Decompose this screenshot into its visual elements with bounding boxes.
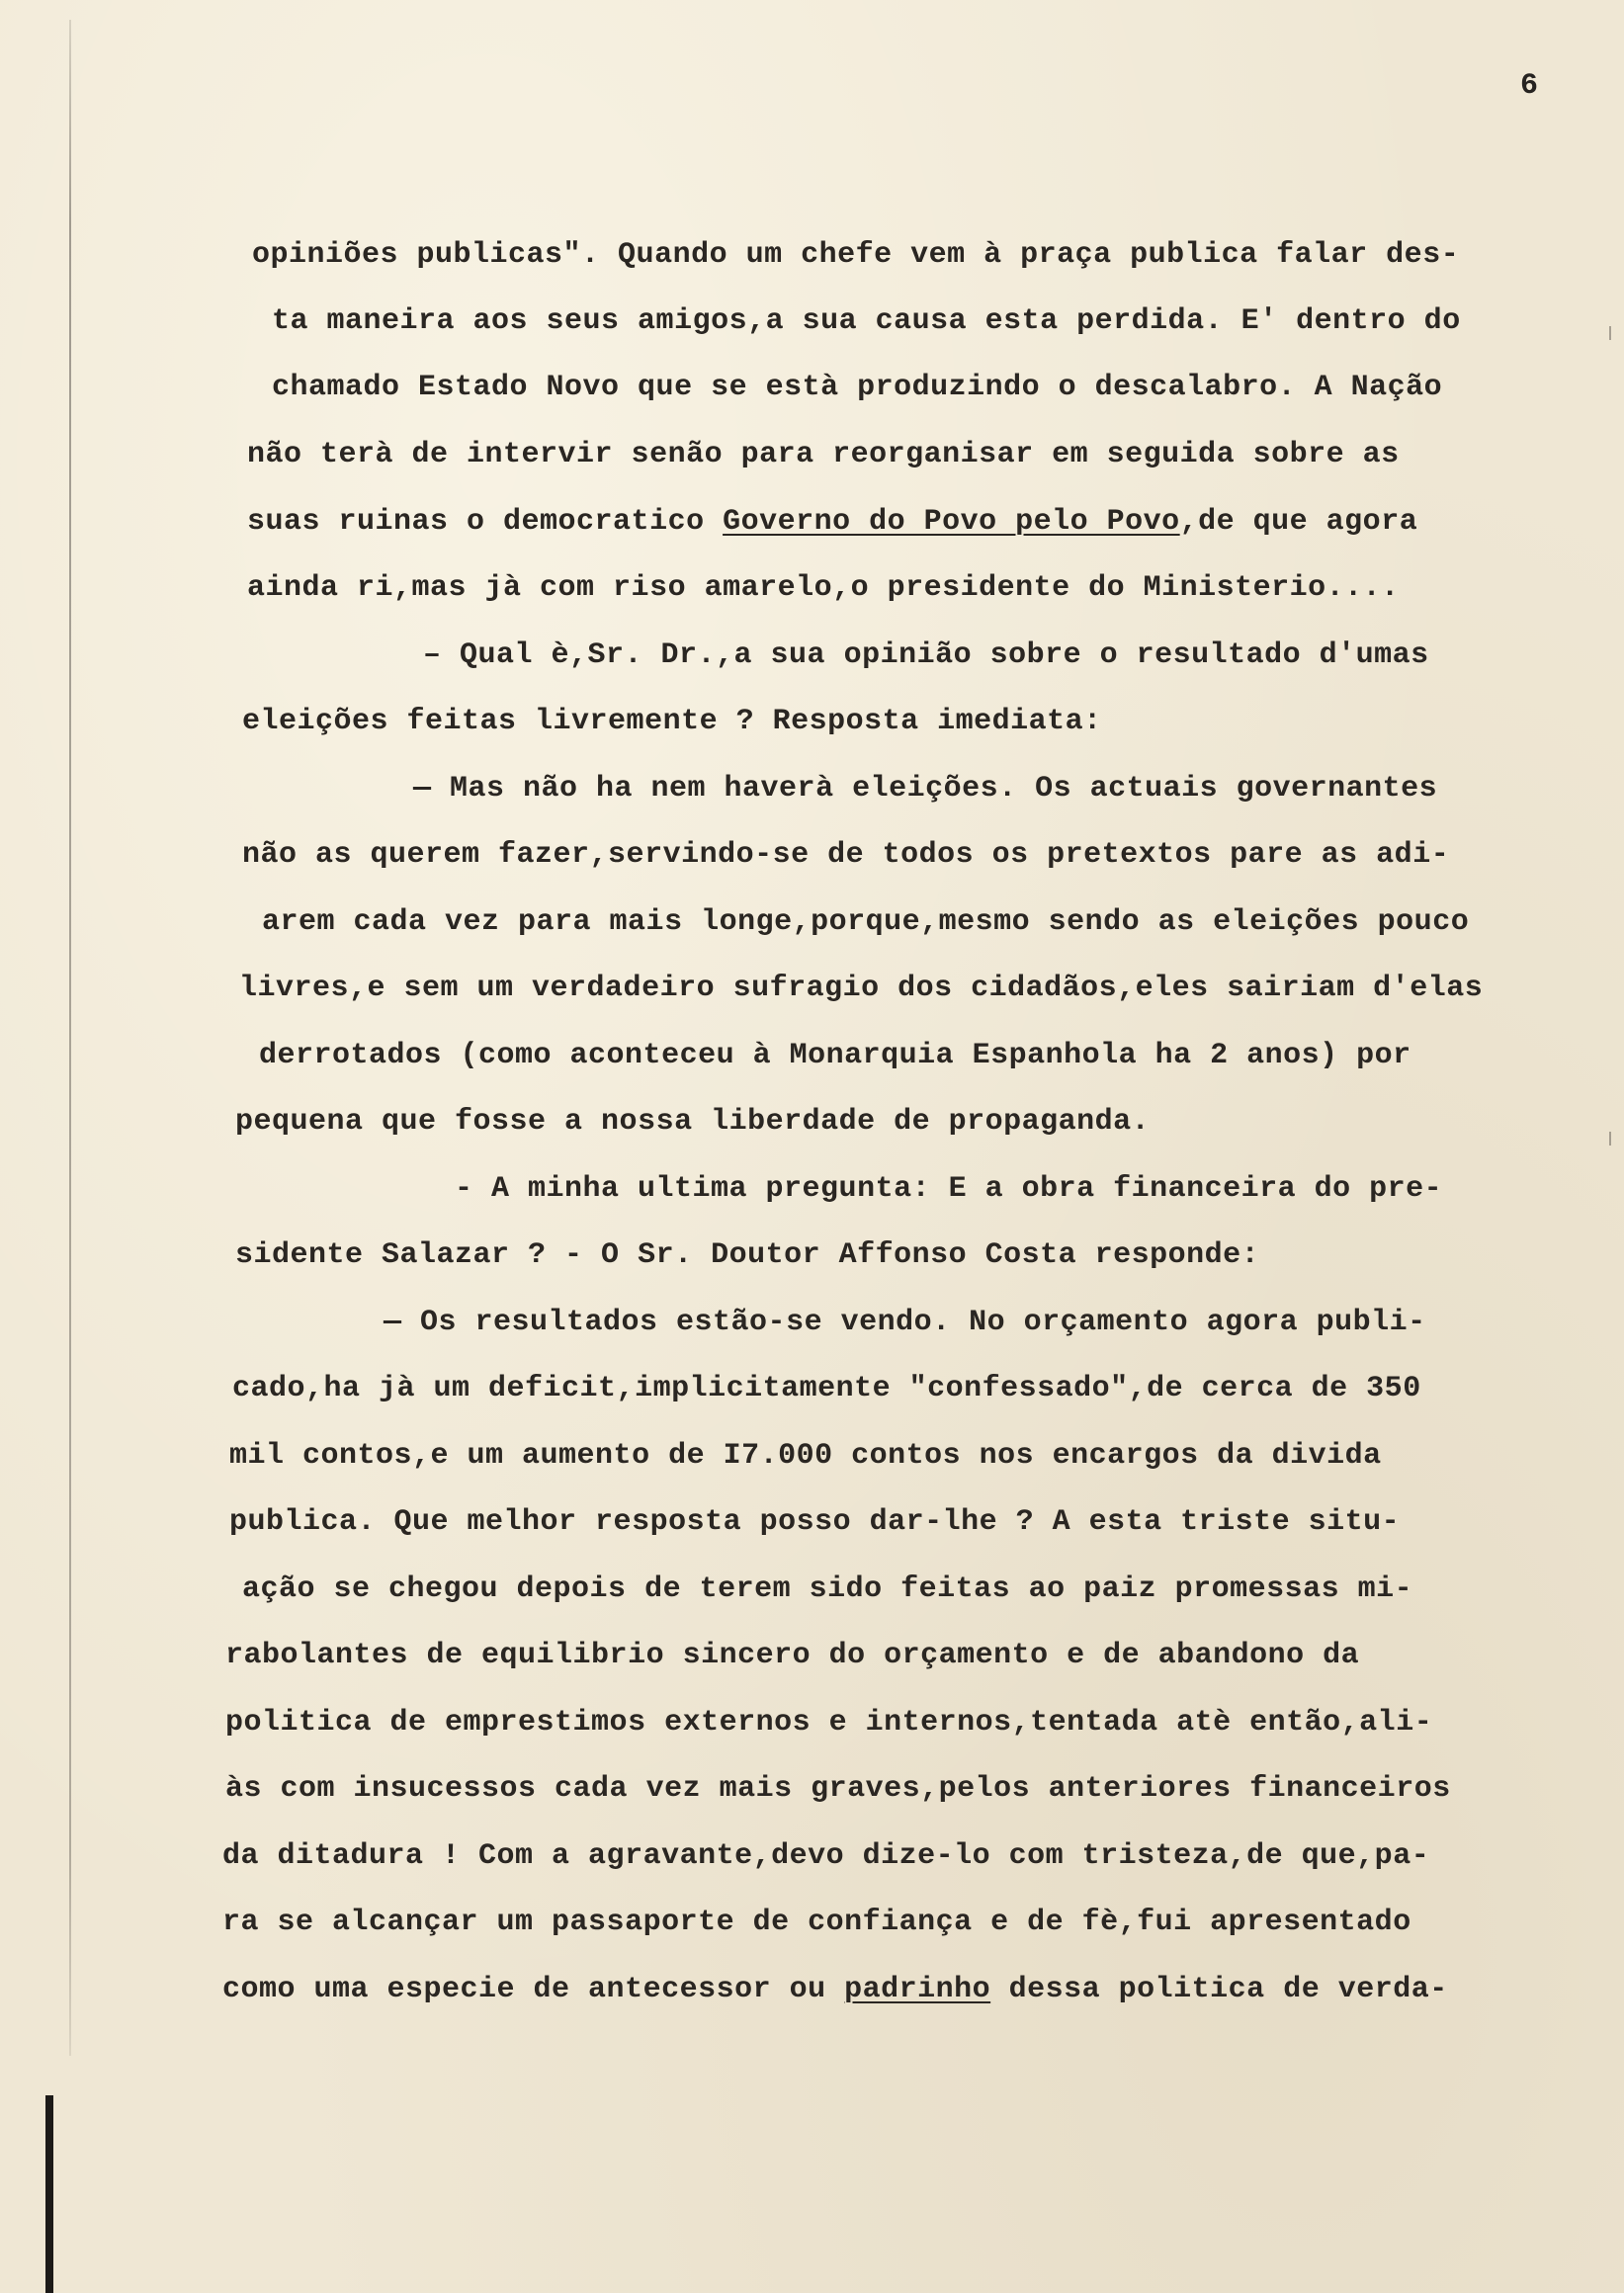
binding-edge: [69, 20, 71, 2056]
line-segment: ainda ri,mas jà com riso amarelo,o presidente do Ministerio....: [247, 571, 1400, 605]
line-segment: não as querem fazer,servindo-se de todos os pretextos pare as adi-: [242, 838, 1450, 872]
page-number: 6: [1520, 69, 1539, 103]
binding-mark: [45, 2095, 53, 2293]
margin-tick: [1609, 326, 1611, 340]
underlined-phrase: padrinho: [844, 1973, 991, 2006]
text-line: [423, 636, 1429, 675]
line-segment: pequena que fosse a nossa liberdade de propaganda.: [235, 1105, 1151, 1139]
line-segment: sidente Salazar ? - O Sr. Doutor Affonso Costa responde:: [235, 1238, 1260, 1272]
line-segment: – Qual è,Sr. Dr.,a sua opinião sobre o resultado d'umas: [423, 638, 1429, 672]
line-segment: opiniões publicas". Quando um chefe vem à praça publica falar des-: [252, 238, 1460, 272]
line-segment: ação se chegou depois de terem sido feitas ao paiz promessas mi-: [242, 1572, 1413, 1606]
line-segment: chamado Estado Novo que se està produzindo o descalabro. A Nação: [272, 371, 1443, 404]
line-segment: rabolantes de equilibrio sincero do orçamento e de abandono da: [225, 1639, 1360, 1672]
line-segment: da ditadura ! Com a agravante,devo dize-lo com tristeza,de que,pa-: [222, 1839, 1430, 1873]
line-segment: — Mas não ha nem haverà eleições. Os actuais governantes: [413, 772, 1438, 806]
line-segment: dessa politica de verda-: [990, 1973, 1448, 2006]
text-line: [235, 1235, 1259, 1275]
underlined-phrase: Governo do Povo pelo Povo: [723, 505, 1180, 539]
text-line: [229, 1436, 1382, 1476]
text-line: [455, 1169, 1442, 1209]
text-line: [259, 1036, 1411, 1075]
text-line: [247, 435, 1400, 474]
text-line: [232, 1369, 1421, 1408]
line-segment: ,de que agora: [1179, 505, 1418, 539]
line-segment: - A minha ultima pregunta: E a obra financeira do pre-: [455, 1172, 1443, 1206]
text-line: [252, 235, 1459, 275]
line-segment: politica de emprestimos externos e internos,tentada atè então,ali-: [225, 1706, 1433, 1740]
text-line: [225, 1769, 1451, 1809]
text-line: [222, 1903, 1411, 1942]
text-line: [262, 902, 1469, 942]
line-segment: eleições feitas livremente ? Resposta imediata:: [242, 705, 1102, 738]
line-segment: livres,e sem um verdadeiro sufragio dos cidadãos,eles sairiam d'elas: [239, 972, 1484, 1005]
line-segment: suas ruinas o democratico: [247, 505, 724, 539]
text-line: [272, 301, 1461, 341]
margin-tick: [1609, 1132, 1611, 1146]
text-line: [247, 502, 1417, 542]
line-segment: publica. Que melhor resposta posso dar-lhe ? A esta triste situ-: [229, 1505, 1401, 1539]
line-segment: não terà de intervir senão para reorganisar em seguida sobre as: [247, 438, 1400, 471]
line-segment: ra se alcançar um passaporte de confiança e de fè,fui apresentado: [222, 1906, 1411, 1939]
text-line: [242, 835, 1449, 875]
text-line: [222, 1970, 1448, 2009]
text-line: [247, 568, 1400, 608]
text-line: [235, 1102, 1150, 1142]
line-segment: mil contos,e um aumento de I7.000 contos nos encargos da divida: [229, 1439, 1382, 1473]
line-segment: arem cada vez para mais longe,porque,mesmo sendo as eleições pouco: [262, 905, 1470, 939]
line-segment: cado,ha jà um deficit,implicitamente "confessado",de cerca de 350: [232, 1372, 1421, 1405]
text-line: [222, 1836, 1429, 1876]
line-segment: como uma especie de antecessor ou: [222, 1973, 845, 2006]
text-line: [229, 1502, 1400, 1542]
text-line: [242, 1570, 1412, 1609]
text-line: [413, 769, 1437, 808]
line-segment: ta maneira aos seus amigos,a sua causa esta perdida. E' dentro do: [272, 304, 1461, 338]
line-segment: derrotados (como aconteceu à Monarquia Espanhola ha 2 anos) por: [259, 1039, 1411, 1072]
text-line: [384, 1303, 1426, 1342]
line-segment: às com insucessos cada vez mais graves,pelos anteriores financeiros: [225, 1772, 1451, 1806]
text-line: [225, 1703, 1432, 1742]
text-line: [239, 969, 1483, 1008]
text-line: [272, 368, 1442, 407]
line-segment: — Os resultados estão-se vendo. No orçamento agora publi-: [384, 1306, 1426, 1339]
text-line: [242, 702, 1102, 741]
text-line: [225, 1636, 1359, 1675]
